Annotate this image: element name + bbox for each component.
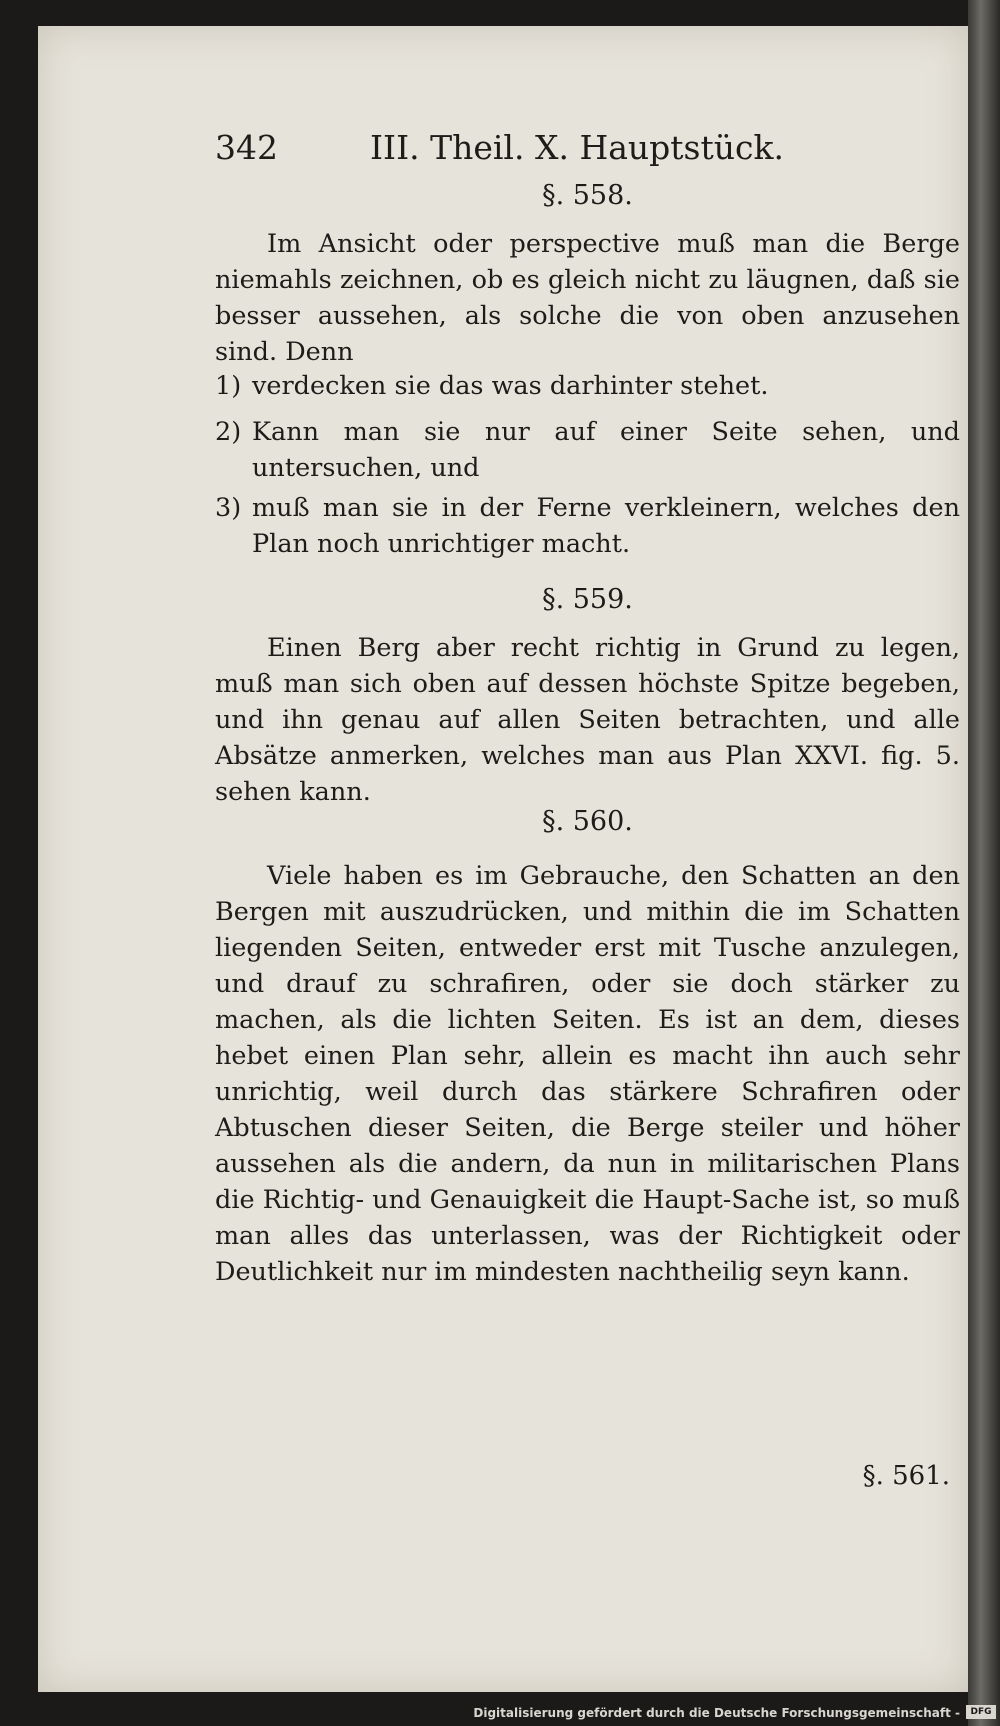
- list-number: 3): [215, 493, 242, 523]
- paragraph-560: Viele haben es im Gebrauche, den Schatten an den Bergen mit auszudrücken, und mithin die im Schatten liegenden Seiten, entweder erst mit Tusche anzulegen, und drauf zu schrafiren, oder sie doch stärker zu machen, als die lichten Seiten. Es ist an dem, dieses hebet einen Plan sehr, allein es macht ihn auch sehr unrichtig, weil durch das stärkere Schrafiren oder Abtuschen dieser Seiten, die Berge steiler und höher aussehen als die andern, da nun in militarischen Plans die Richtig- und Genauigkeit die Haupt-Sache ist, so muß man alles das unterlassen, was der Richtigkeit oder Deutlichkeit nur im mindesten nachtheilig seyn kann.: [215, 861, 960, 1287]
- list-item-3: [215, 490, 960, 562]
- page-number: 342: [215, 128, 278, 167]
- paragraph-558: Im Ansicht oder perspective muß man die Berge niemahls zeichnen, ob es gleich nicht zu läugnen, daß sie besser aussehen, als solche die von oben anzusehen sind. Denn: [215, 229, 960, 367]
- dfg-logo-icon: DFG: [966, 1705, 996, 1719]
- list-text: Kann man sie nur auf einer Seite sehen, und untersuchen, und: [252, 417, 960, 483]
- list-number: 1): [215, 371, 242, 401]
- list-item-2: [215, 414, 960, 486]
- catchword: §. 561.: [862, 1461, 950, 1491]
- section-mark-559: §. 559.: [542, 584, 633, 615]
- footer-credit: Digitalisierung gefördert durch die Deutsche Forschungsgemeinschaft -: [473, 1706, 960, 1720]
- page-gutter: [968, 0, 1000, 1726]
- paragraph-559: Einen Berg aber recht richtig in Grund zu legen, muß man sich oben auf dessen höchste Spitze begeben, und ihn genau auf allen Seiten betrachten, und alle Absätze anmerken, welches man aus Plan XXVI. fig. 5. sehen kann.: [215, 633, 960, 807]
- running-title: III. Theil. X. Hauptstück.: [370, 128, 784, 167]
- section-mark-560: §. 560.: [542, 806, 633, 837]
- section-mark-558: §. 558.: [542, 180, 633, 211]
- list-item-1: [215, 368, 960, 404]
- list-text: muß man sie in der Ferne verkleinern, welches den Plan noch unrichtiger macht.: [252, 493, 960, 559]
- list-number: 2): [215, 417, 242, 447]
- list-text: verdecken sie das was darhinter stehet.: [252, 371, 769, 401]
- running-head: [215, 128, 960, 168]
